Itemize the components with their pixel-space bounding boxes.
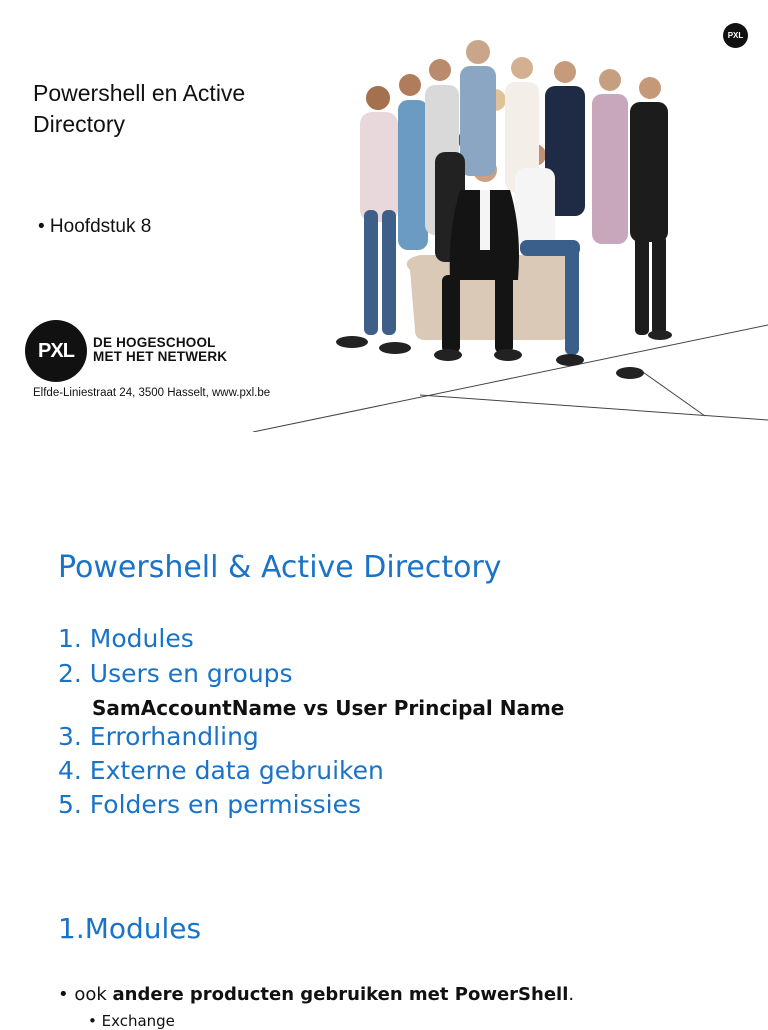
pxl-logo xyxy=(25,320,87,382)
agenda-item-modules: 1. Modules xyxy=(58,624,194,653)
agenda-subitem: SamAccountName vs User Principal Name xyxy=(92,696,565,720)
pxl-logo-text: PXL xyxy=(38,339,74,362)
modules-bullet xyxy=(58,984,574,1005)
modules-title: 1.Modules xyxy=(58,912,202,945)
agenda-slide xyxy=(0,432,768,864)
tagline-line-1: DE HOGESCHOOL xyxy=(93,335,216,350)
corner-logo-text: PXL xyxy=(727,31,744,40)
address-line: Elfde-Liniestraat 24, 3500 Hasselt, www.pxl.be xyxy=(33,387,271,399)
slide-title: Powershell en Active Directory xyxy=(33,80,246,137)
modules-subbullet: • Exchange xyxy=(88,1012,175,1030)
chapter-bullet: • Hoofdstuk 8 xyxy=(38,216,152,237)
title-slide xyxy=(0,0,768,432)
agenda-item-folders: 5. Folders en permissies xyxy=(58,790,361,819)
bullet-bold: andere producten gebruiken met PowerShell xyxy=(112,984,569,1005)
bullet-prefix: • ook xyxy=(58,984,113,1005)
group-photo xyxy=(330,30,690,390)
agenda-item-errorhandling: 3. Errorhandling xyxy=(58,722,259,751)
corner-pxl-logo xyxy=(723,23,748,48)
agenda-item-users-groups: 2. Users en groups xyxy=(58,659,293,688)
bullet-suffix: . xyxy=(568,984,575,1005)
agenda-title: Powershell & Active Directory xyxy=(58,550,502,585)
people-silhouettes xyxy=(336,40,672,379)
tagline-line-2: MET HET NETWERK xyxy=(93,349,228,364)
agenda-item-external-data: 4. Externe data gebruiken xyxy=(58,756,384,785)
modules-slide xyxy=(0,864,768,1030)
pxl-tagline xyxy=(93,336,227,364)
